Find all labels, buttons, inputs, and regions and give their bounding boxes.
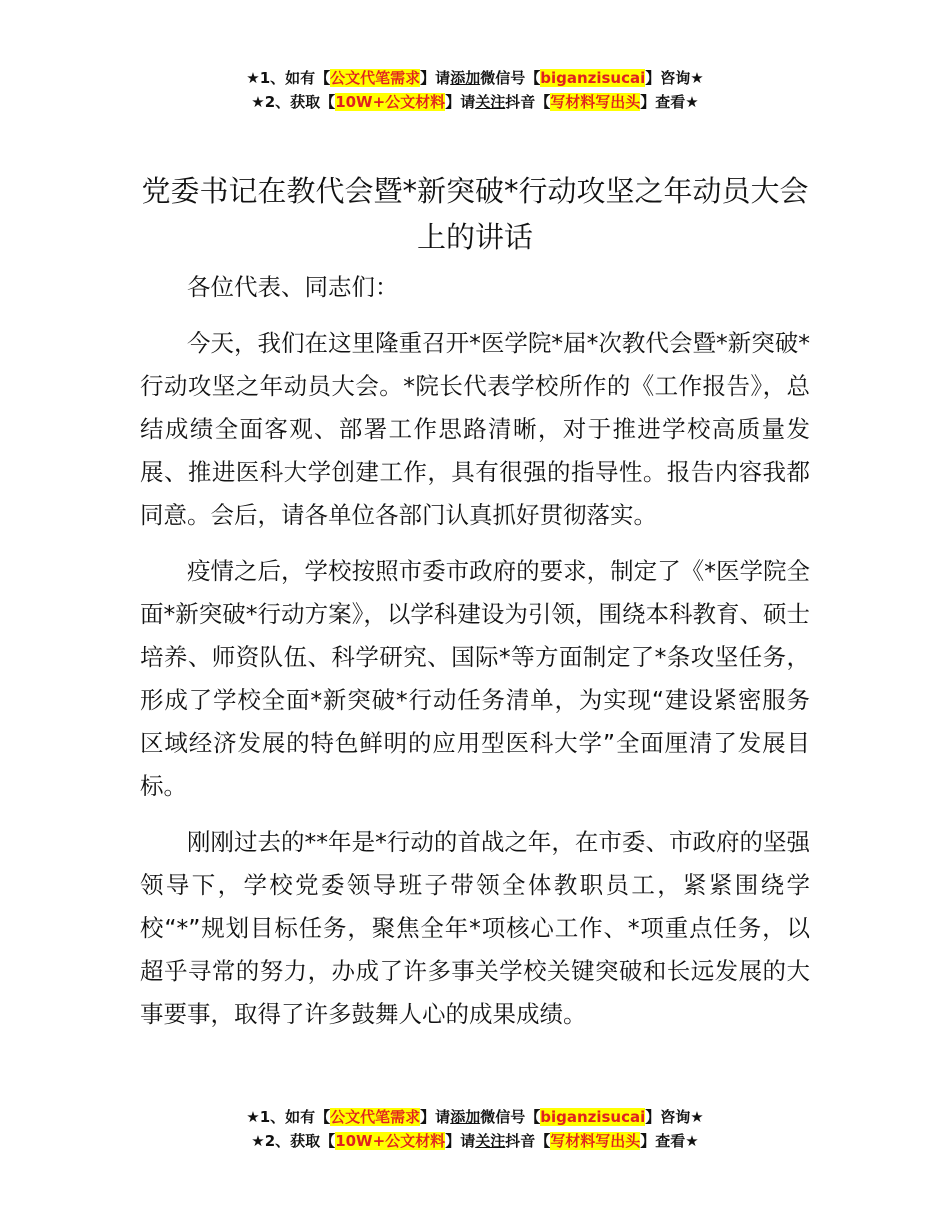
- highlight-materials: 10W+公文材料: [335, 1132, 446, 1150]
- banner-line-1: [0, 1105, 950, 1129]
- highlight-douyin-account: 写材料写出头: [550, 1132, 641, 1150]
- banner-text: 】查看★: [640, 1132, 699, 1150]
- banner-text: 2、获取【: [264, 1132, 336, 1150]
- highlight-ghostwriting: 公文代笔需求: [330, 1108, 421, 1126]
- banner-text: 】请: [420, 69, 451, 87]
- star-icon: ★: [246, 69, 260, 87]
- paragraph: 今天，我们在这里隆重召开*医学院*届*次教代会暨*新突破*行动攻坚之年动员大会。*院长代表学校所作的《工作报告》，总结成绩全面客观、部署工作思路清晰，对于推进学校高质量发展、推进医科大学创建工作，具有很强的指导性。报告内容我都同意。会后，请各单位各部门认真抓好贯彻落实。: [140, 329, 810, 529]
- banner-line-2: [0, 1129, 950, 1153]
- banner-text: 微信号【: [480, 69, 541, 87]
- document-title: 党委书记在教代会暨*新突破*行动攻坚之年动员大会上的讲话: [141, 174, 809, 254]
- underlined-follow: 关注: [475, 93, 506, 111]
- star-icon: ★: [251, 93, 265, 111]
- document-body: [140, 266, 810, 1049]
- paragraph: 疫情之后，学校按照市委市政府的要求，制定了《*医学院全面*新突破*行动方案》，以学科建设为引领，围绕本科教育、硕士培养、师资队伍、科学研究、国际*等方面制定了*条攻坚任务，形成了学校全面*新突破*行动任务清单，为实现“建设紧密服务区域经济发展的特色鲜明的应用型医科大学”全面厘清了发展目标。: [140, 557, 810, 800]
- banner-text: 抖音【: [505, 93, 551, 111]
- banner-text: 】咨询★: [645, 1108, 704, 1126]
- highlight-materials: 10W+公文材料: [335, 93, 446, 111]
- underlined-follow: 关注: [475, 1132, 506, 1150]
- header-banner: [0, 66, 950, 114]
- highlight-ghostwriting: 公文代笔需求: [330, 69, 421, 87]
- salutation: 各位代表、同志们：: [187, 273, 399, 301]
- banner-text: 】请: [420, 1108, 451, 1126]
- underlined-add: 添加: [450, 1108, 481, 1126]
- highlight-wechat-id: biganzisucai: [540, 1108, 646, 1126]
- banner-text: 1、如有【: [259, 69, 331, 87]
- banner-line-1: [0, 66, 950, 90]
- banner-text: 1、如有【: [259, 1108, 331, 1126]
- banner-text: 】请: [445, 93, 476, 111]
- banner-text: 】咨询★: [645, 69, 704, 87]
- highlight-douyin-account: 写材料写出头: [550, 93, 641, 111]
- banner-text: 微信号【: [480, 1108, 541, 1126]
- paragraph: 刚刚过去的**年是*行动的首战之年，在市委、市政府的坚强领导下，学校党委领导班子带领全体教职员工，紧紧围绕学校“*”规划目标任务，聚焦全年*项核心工作、*项重点任务，以超乎寻常的努力，办成了许多事关学校关键突破和长远发展的大事要事，取得了许多鼓舞人心的成果成绩。: [140, 828, 810, 1028]
- star-icon: ★: [246, 1108, 260, 1126]
- banner-text: 抖音【: [505, 1132, 551, 1150]
- banner-text: 2、获取【: [264, 93, 336, 111]
- star-icon: ★: [251, 1132, 265, 1150]
- banner-text: 】查看★: [640, 93, 699, 111]
- banner-text: 】请: [445, 1132, 476, 1150]
- underlined-add: 添加: [450, 69, 481, 87]
- highlight-wechat-id: biganzisucai: [540, 69, 646, 87]
- banner-line-2: [0, 90, 950, 114]
- footer-banner: [0, 1105, 950, 1153]
